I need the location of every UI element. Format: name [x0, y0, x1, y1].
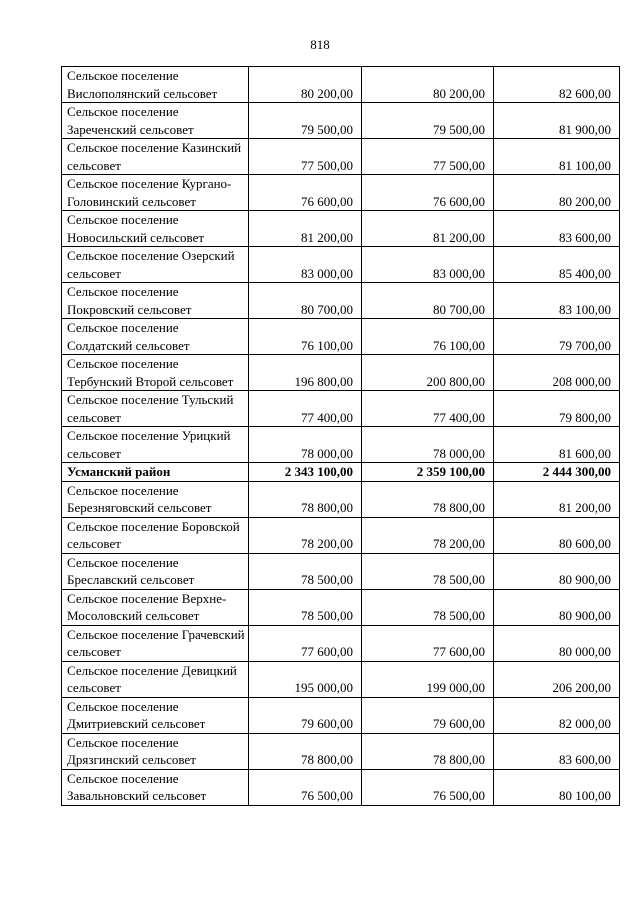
value-cell-year-3: 85 400,00: [494, 247, 620, 283]
value-cell-year-3: 79 700,00: [494, 319, 620, 355]
value-cell-year-3: 81 200,00: [494, 481, 620, 517]
value-cell-year-1: 78 200,00: [249, 517, 362, 553]
value-cell-year-1: 78 800,00: [249, 481, 362, 517]
settlement-name-cell: Сельское поселение Дрязгинский сельсовет: [62, 733, 249, 769]
value-cell-year-3: 80 000,00: [494, 625, 620, 661]
settlement-name-cell: Сельское поселение Тербунский Второй сельсовет: [62, 355, 249, 391]
settlement-name-cell: Сельское поселение Завальновский сельсовет: [62, 769, 249, 805]
value-cell-year-3: 2 444 300,00: [494, 463, 620, 482]
value-cell-year-1: 77 600,00: [249, 625, 362, 661]
value-cell-year-2: 77 600,00: [362, 625, 494, 661]
value-cell-year-1: 80 700,00: [249, 283, 362, 319]
value-cell-year-1: 2 343 100,00: [249, 463, 362, 482]
table-row: [62, 319, 620, 355]
value-cell-year-1: 78 000,00: [249, 427, 362, 463]
table-row: [62, 247, 620, 283]
value-cell-year-2: 78 000,00: [362, 427, 494, 463]
table-row: [62, 553, 620, 589]
table-row: [62, 211, 620, 247]
value-cell-year-1: 80 200,00: [249, 67, 362, 103]
value-cell-year-2: 78 200,00: [362, 517, 494, 553]
value-cell-year-2: 78 500,00: [362, 553, 494, 589]
value-cell-year-2: 200 800,00: [362, 355, 494, 391]
settlement-name-cell: Сельское поселение Вислополянский сельсовет: [62, 67, 249, 103]
budget-table-body: [62, 67, 620, 806]
table-row: [62, 589, 620, 625]
value-cell-year-3: 79 800,00: [494, 391, 620, 427]
value-cell-year-2: 78 800,00: [362, 733, 494, 769]
settlement-name-cell: Сельское поселение Покровский сельсовет: [62, 283, 249, 319]
table-row: [62, 733, 620, 769]
value-cell-year-2: 78 500,00: [362, 589, 494, 625]
value-cell-year-1: 195 000,00: [249, 661, 362, 697]
table-row: [62, 283, 620, 319]
value-cell-year-1: 78 500,00: [249, 553, 362, 589]
value-cell-year-1: 76 600,00: [249, 175, 362, 211]
table-row: [62, 625, 620, 661]
table-row: [62, 391, 620, 427]
value-cell-year-2: 76 500,00: [362, 769, 494, 805]
settlement-name-cell: Сельское поселение Верхне-Мосоловский сельсовет: [62, 589, 249, 625]
value-cell-year-3: 81 100,00: [494, 139, 620, 175]
value-cell-year-3: 80 100,00: [494, 769, 620, 805]
settlement-name-cell: Сельское поселение Бреславский сельсовет: [62, 553, 249, 589]
table-row: [62, 175, 620, 211]
table-row: [62, 697, 620, 733]
settlement-name-cell: Сельское поселение Зареченский сельсовет: [62, 103, 249, 139]
value-cell-year-1: 77 500,00: [249, 139, 362, 175]
value-cell-year-1: 79 600,00: [249, 697, 362, 733]
value-cell-year-1: 78 500,00: [249, 589, 362, 625]
value-cell-year-1: 76 500,00: [249, 769, 362, 805]
table-row: [62, 139, 620, 175]
settlement-name-cell: Сельское поселение Озерский сельсовет: [62, 247, 249, 283]
table-row: [62, 481, 620, 517]
value-cell-year-1: 196 800,00: [249, 355, 362, 391]
table-row: [62, 769, 620, 805]
settlement-name-cell: Сельское поселение Кургано-Головинский сельсовет: [62, 175, 249, 211]
value-cell-year-1: 79 500,00: [249, 103, 362, 139]
settlement-name-cell: Сельское поселение Девицкий сельсовет: [62, 661, 249, 697]
value-cell-year-2: 199 000,00: [362, 661, 494, 697]
value-cell-year-3: 80 600,00: [494, 517, 620, 553]
settlement-name-cell: Сельское поселение Тульский сельсовет: [62, 391, 249, 427]
table-row: [62, 67, 620, 103]
value-cell-year-2: 80 200,00: [362, 67, 494, 103]
settlement-name-cell: Сельское поселение Солдатский сельсовет: [62, 319, 249, 355]
table-row: [62, 517, 620, 553]
value-cell-year-3: 208 000,00: [494, 355, 620, 391]
value-cell-year-2: 79 500,00: [362, 103, 494, 139]
table-row: [62, 103, 620, 139]
value-cell-year-1: 81 200,00: [249, 211, 362, 247]
value-cell-year-2: 78 800,00: [362, 481, 494, 517]
district-total-row: [62, 463, 620, 482]
value-cell-year-3: 81 600,00: [494, 427, 620, 463]
value-cell-year-2: 77 400,00: [362, 391, 494, 427]
table-row: [62, 355, 620, 391]
value-cell-year-2: 76 100,00: [362, 319, 494, 355]
settlement-name-cell: Сельское поселение Казинский сельсовет: [62, 139, 249, 175]
settlement-name-cell: Сельское поселение Новосильский сельсовет: [62, 211, 249, 247]
value-cell-year-3: 83 600,00: [494, 733, 620, 769]
value-cell-year-1: 78 800,00: [249, 733, 362, 769]
budget-table: [61, 66, 620, 806]
value-cell-year-3: 82 000,00: [494, 697, 620, 733]
value-cell-year-1: 76 100,00: [249, 319, 362, 355]
value-cell-year-3: 206 200,00: [494, 661, 620, 697]
value-cell-year-3: 80 900,00: [494, 553, 620, 589]
settlement-name-cell: Сельское поселение Грачевский сельсовет: [62, 625, 249, 661]
value-cell-year-2: 81 200,00: [362, 211, 494, 247]
value-cell-year-2: 83 000,00: [362, 247, 494, 283]
value-cell-year-3: 81 900,00: [494, 103, 620, 139]
value-cell-year-3: 83 100,00: [494, 283, 620, 319]
value-cell-year-2: 77 500,00: [362, 139, 494, 175]
settlement-name-cell: Сельское поселение Березняговский сельсовет: [62, 481, 249, 517]
value-cell-year-1: 83 000,00: [249, 247, 362, 283]
value-cell-year-3: 80 200,00: [494, 175, 620, 211]
table-row: [62, 427, 620, 463]
value-cell-year-1: 77 400,00: [249, 391, 362, 427]
value-cell-year-3: 82 600,00: [494, 67, 620, 103]
page-number: 818: [310, 37, 330, 52]
table-row: [62, 661, 620, 697]
settlement-name-cell: Сельское поселение Урицкий сельсовет: [62, 427, 249, 463]
settlement-name-cell: Сельское поселение Дмитриевский сельсовет: [62, 697, 249, 733]
value-cell-year-3: 80 900,00: [494, 589, 620, 625]
value-cell-year-2: 76 600,00: [362, 175, 494, 211]
value-cell-year-3: 83 600,00: [494, 211, 620, 247]
settlement-name-cell: Усманский район: [62, 463, 249, 482]
value-cell-year-2: 79 600,00: [362, 697, 494, 733]
settlement-name-cell: Сельское поселение Боровской сельсовет: [62, 517, 249, 553]
value-cell-year-2: 2 359 100,00: [362, 463, 494, 482]
value-cell-year-2: 80 700,00: [362, 283, 494, 319]
